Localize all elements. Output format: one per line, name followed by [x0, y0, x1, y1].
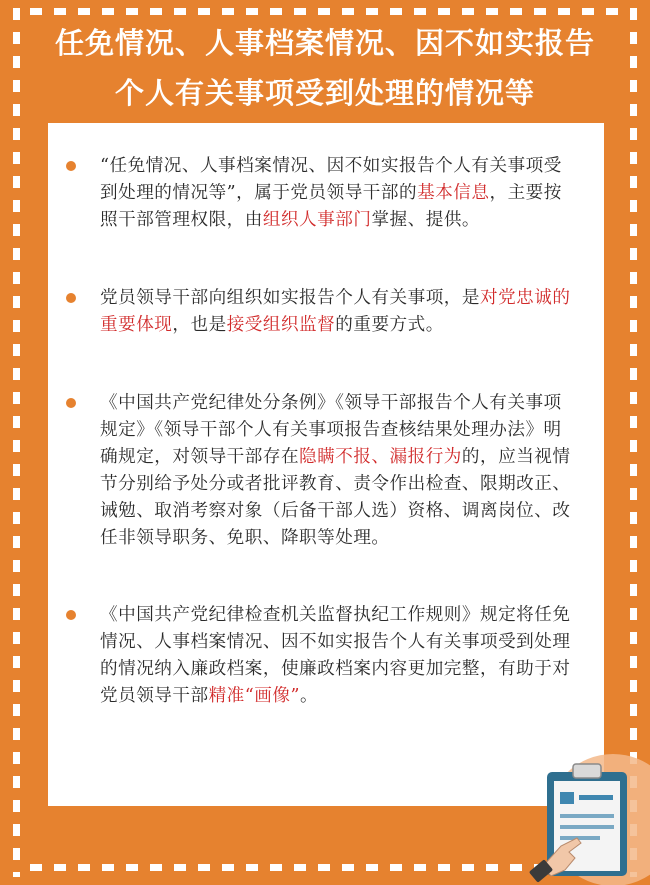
bullet-dot: [66, 161, 76, 171]
title-line-2: 个人有关事项受到处理的情况等: [114, 76, 535, 110]
list-item: 党员领导干部向组织如实报告个人有关事项，是对党忠诚的重要体现，也是接受组织监督的重要方式。: [100, 285, 578, 339]
title-line-1: 任免情况、人事档案情况、因不如实报告: [54, 26, 595, 60]
bullet-dot: [66, 610, 76, 620]
dashed-border-right: [630, 8, 637, 877]
clipboard-icon: [525, 748, 650, 885]
highlight-text: 基本信息: [417, 183, 490, 203]
highlight-text: 接受组织监督: [226, 315, 336, 335]
highlight-text: 精准“画像”: [208, 686, 300, 706]
list-item: “任免情况、人事档案情况、因不如实报告个人有关事项受到处理的情况等”，属于党员领导干部的基本信息，主要按照干部管理权限，由组织人事部门掌握、提供。: [100, 153, 578, 234]
highlight-text: 对党忠诚的重要体现: [100, 288, 571, 335]
highlight-text: 隐瞒不报、漏报行为: [299, 447, 462, 467]
content-panel: [48, 123, 604, 806]
highlight-text: 组织人事部门: [262, 210, 372, 230]
list-item: 《中国共产党纪律检查机关监督执纪工作规则》规定将任免情况、人事档案情况、因不如实报告个人有关事项受到处理的情况纳入廉政档案，使廉政档案内容更加完整，有助于对党员领导干部精准“画像”。: [100, 602, 578, 710]
dashed-border-top: [30, 8, 620, 15]
bullet-dot: [66, 398, 76, 408]
dashed-border-left: [13, 8, 20, 877]
list-item: 《中国共产党纪律处分条例》《领导干部报告个人有关事项规定》《领导干部个人有关事项报告查核结果处理办法》明确规定，对领导干部存在隐瞒不报、漏报行为的，应当视情节分别给予处分或者批评教育、责令作出检查、限期改正、诫勉、取消考察对象（后备干部人选）资格、调离岗位、改任非领导职务、免职、降职等处理。: [100, 390, 578, 552]
page-title: [0, 18, 650, 118]
bullet-dot: [66, 293, 76, 303]
